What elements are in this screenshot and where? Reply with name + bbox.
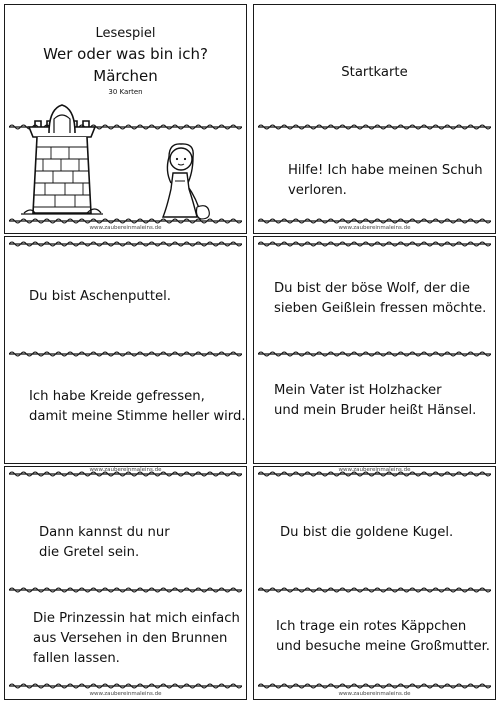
card-golden-ball [253,466,496,700]
ornament-divider [9,585,242,595]
card-top-text: Du bist Aschenputtel. [29,289,171,304]
card-bottom-text: Ich trage ein rotes Käppchen und besuche meine Großmutter. [276,619,490,654]
website-url: www.zaubereinmaleins.de [89,691,162,697]
princess-illustration [153,141,215,221]
card-wolf [253,236,496,464]
ornament-footer [9,681,242,691]
ornament-footer [258,681,491,691]
card-start [253,4,496,234]
card-bottom-text: Ich habe Kreide gefressen, damit meine Stimme heller wird. [29,389,246,424]
website-url: www.zaubereinmaleins.de [338,691,411,697]
title-block [5,25,246,97]
card-count: 30 Karten [108,88,143,96]
card-top-text: Dann kannst du nur die Gretel sein. [39,525,170,560]
ornament-divider [258,122,491,132]
card-bottom-text: Mein Vater ist Holzhacker und mein Bruder heißt Hänsel. [274,383,477,418]
card-bottom-text: Hilfe! Ich habe meinen Schuh verloren. [288,163,483,198]
website-url: www.zaubereinmaleins.de [338,225,411,231]
card-top-text: Startkarte [341,65,408,80]
ornament-divider [258,349,491,359]
website-url: www.zaubereinmaleins.de [89,225,162,231]
ornament-divider [258,585,491,595]
ornament-header [258,239,491,249]
card-gretel [4,466,247,700]
card-top-text: Du bist die goldene Kugel. [280,525,454,540]
title-card [4,4,247,234]
card-bottom-text: Die Prinzessin hat mich einfach aus Versehen in den Brunnen fallen lassen. [33,611,240,666]
ornament-header [9,239,242,249]
ornament-divider [9,349,242,359]
game-title: Wer oder was bin ich? [43,45,208,63]
website-url: www.zaubereinmaleins.de [89,467,162,473]
tower-illustration [21,97,103,215]
game-label: Lesespiel [95,26,156,41]
website-url: www.zaubereinmaleins.de [338,467,411,473]
card-top-text: Du bist der böse Wolf, der die sieben Geißlein fressen möchte. [274,281,487,316]
card-aschenputtel [4,236,247,464]
game-theme: Märchen [93,67,158,85]
